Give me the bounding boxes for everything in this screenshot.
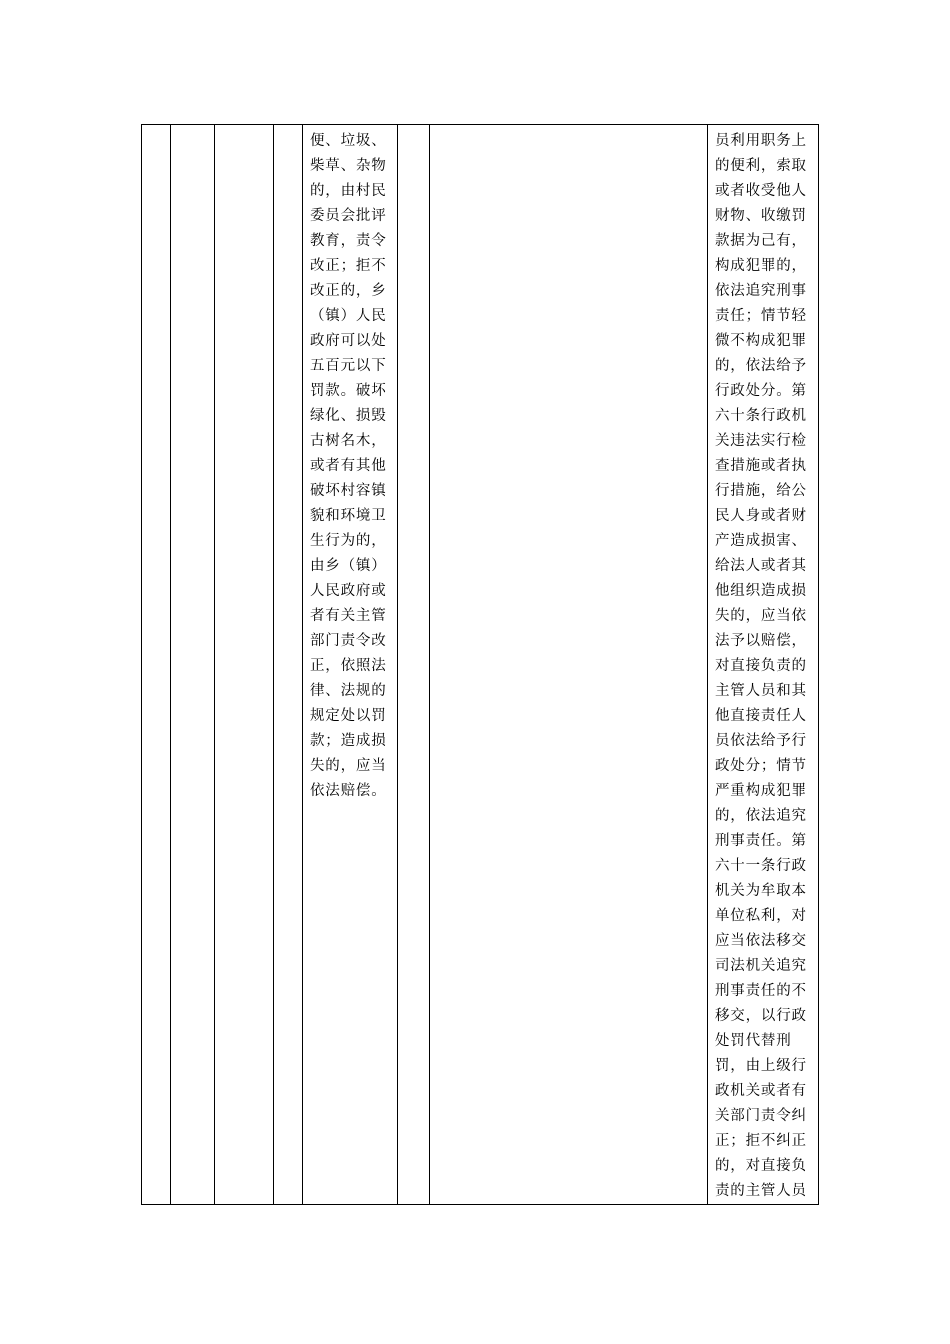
table-cell-col3 bbox=[215, 125, 274, 1205]
penalty-provision-text: 便、垃圾、 柴草、杂物 的，由村民 委员会批评 教育，责令 改正；拒不 改正的，乡 （镇）人民 政府可以处 五百元以下 罚款。破坏 绿化、损毁 古树名木， 或者有其他 破坏村容镇 貌和环境卫 生行为的， 由乡（镇） 人民政府或 者有关主管 部门责令改 正，依照法 律、法规的 规定处以罚 款；造成损 失的，应当 依法赔偿。 bbox=[310, 133, 387, 799]
table-cell-col8 bbox=[708, 125, 819, 1205]
table-cell-col4 bbox=[274, 125, 303, 1205]
table-row bbox=[142, 125, 819, 1205]
table-cell-col5 bbox=[303, 125, 398, 1205]
table-cell-col2 bbox=[171, 125, 215, 1205]
liability-provision-text: 员利用职务上 的便利，索取 或者收受他人 财物、收缴罚 款据为己有， 构成犯罪的， 依法追究刑事 责任；情节轻 微不构成犯罪 的，依法给予 行政处分。第 六十条行政机 关违法实行检 查措施或者执 行措施，给公 民人身或者财 产造成损害、 给法人或者其 他组织造成损 失的，应当依 法予以赔偿， 对直接负责的 主管人员和其 他直接责任人 员依法给予行 政处分；情节 严重构成犯罪 的，依法追究 刑事责任。第 六十一条行政 机关为牟取本 单位私利，对 应当依法移交 司法机关追究 刑事责任的不 移交，以行政 处罚代替刑 罚，由上级行 政机关或者有 关部门责令纠 正；拒不纠正 的，对直接负 责的主管人员 bbox=[715, 133, 807, 1199]
table-cell-col7 bbox=[430, 125, 708, 1205]
document-table bbox=[141, 124, 819, 1205]
table-cell-col1 bbox=[142, 125, 171, 1205]
table-cell-col6 bbox=[398, 125, 430, 1205]
